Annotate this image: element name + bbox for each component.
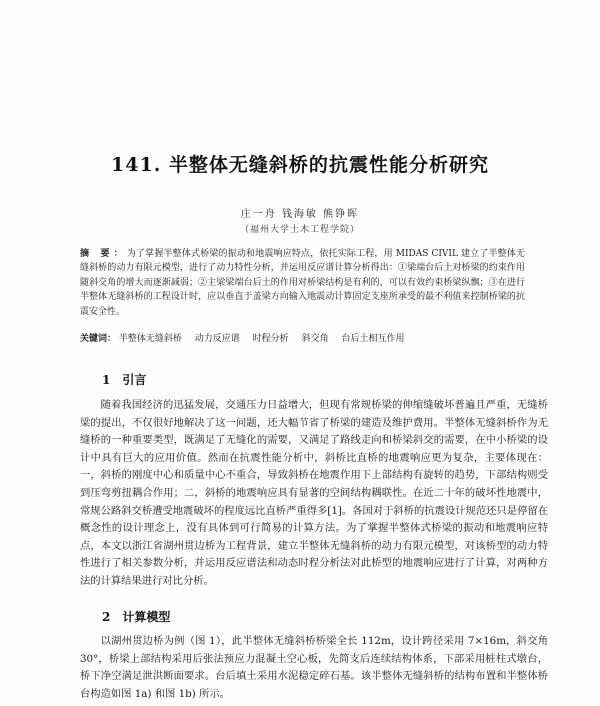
model-paragraph: 以湖州贯边桥为例（图 1），此半整体无缝斜桥桥梁全长 112m，设计跨径采用 7×16m，斜交角 30°，桥梁上部结构采用后张法预应力混凝土空心板，先简支后连续结构体系，下部采用桩柱式墩台，桥下净空满足泄洪断面要求。台后填土采用水泥稳定碎石基。该半整体无缝斜桥的结构布置和半整体桥台构造如图 1a) 和图 1b) 所示。 [80,635,548,700]
keyword-item: 斜交角 [301,334,329,344]
introduction-paragraph: 随着我国经济的迅猛发展，交通压力日益增大，但现有常规桥梁的伸缩缝破坏普遍且严重，无缝桥梁的提出，不仅很好地解决了这一问题，还大幅节省了桥梁的建造及维护费用。半整体无缝斜桥作为无缝桥的一种重要类型，既满足了无缝化的需要，又满足了路线走向和桥梁斜交的需要，在中小桥梁的设计中具有巨大的应用价值。然而在抗震性能分析中，斜桥比直桥的地震响应更为复杂，主要体现在：一，斜桥的刚度中心和质量中心不重合，导致斜桥在地震作用下上部结构有旋转的趋势，下部结构则受到压弯剪扭耦合作用；二，斜桥的地震响应具有显著的空间结构耦联性。在近二十年的破坏性地震中，常规公路斜交桥遭受地震破坏的程度远比直桥严重得多[1]。各国对于斜桥的抗震设计规范还只是停留在概念性的设计理念上，没有具体到可行简易的计算方法。为了掌握半整体式桥梁的振动和地震响应特点，本文以浙江省湖州贯边桥为工程背景，建立半整体无缝斜桥的动力有限元模型，对该桥型的动力特性进行了相关参数分析，并运用反应谱法和动态时程分析法对此桥型的地震响应进行了计算，对两种方法的计算结果进行对比分析。 [80,399,548,587]
section-title: 引言 [122,373,147,387]
keyword-item: 动力反应谱 [194,334,240,344]
section-heading-model [102,608,170,625]
paper-authors: 庄一舟 钱海敏 熊铮晖 [240,209,360,220]
section-heading-introduction [102,371,146,388]
section-title: 计算模型 [122,610,171,624]
paper-affiliation: （福州大学土木工程学院） [239,225,360,235]
keyword-item: 时程分析 [252,334,289,344]
keywords-block [80,332,525,346]
section-number: 1 [102,373,111,387]
abstract-block [80,247,525,319]
paper-title: 141. 半整体无缝斜桥的抗震性能分析研究 [111,154,489,176]
keyword-item: 半整体无缝斜桥 [118,334,182,344]
keywords-label: 关键词： [80,334,117,344]
keyword-item: 台后土相互作用 [341,334,405,344]
section-number: 2 [102,610,111,624]
abstract-text: 为了掌握半整体式桥梁的振动和地震响应特点，依托实际工程，用 MIDAS CIVIL 建立了半整体无缝斜桥的动力有限元模型，进行了动力特性分析，并运用反应谱计算分析得出：①梁端台后土对桥梁的约束作用随斜交角的增大而逐渐减弱；②主梁梁端台后土的作用对桥梁结构是有利的，可以有效约束桥梁纵飘；③在进行半整体无缝斜桥的工程设计时，应以垂直于盖梁方向输入地震动计算固定支座所承受的最不利值来控制桥梁的抗震安全性。 [80,249,525,317]
abstract-label: 摘 要： [80,249,127,259]
